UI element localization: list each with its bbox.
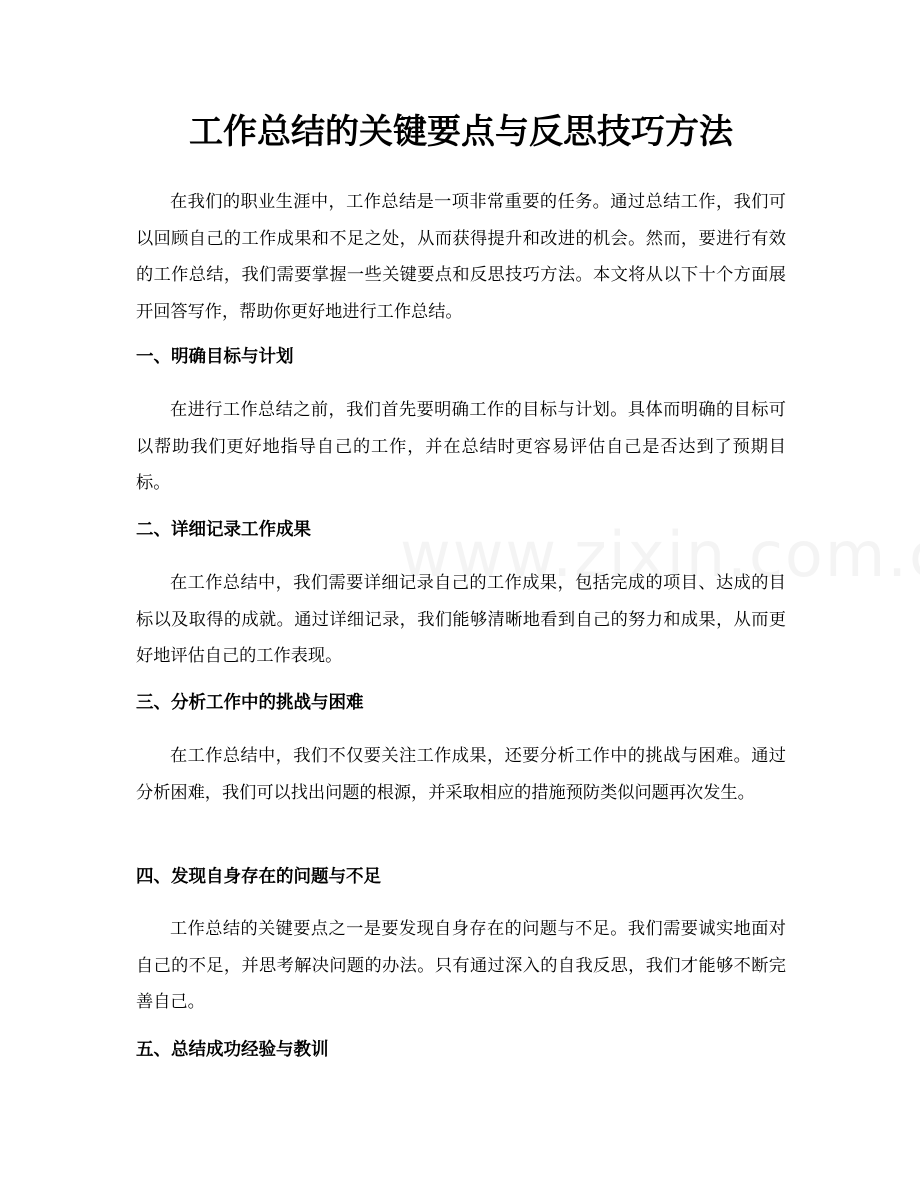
document-title: 工作总结的关键要点与反思技巧方法 (189, 112, 733, 152)
section-heading-1: 一、明确目标与计划 (136, 347, 294, 367)
section-body-2: 在工作总结中，我们需要详细记录自己的工作成果，包括完成的项目、达成的目标以及取得的成就。通过详细记录，我们能够清晰地看到自己的努力和成果，从而更好地评估自己的工作表现。 (136, 573, 786, 666)
section-body-4: 工作总结的关键要点之一是要发现自身存在的问题与不足。我们需要诚实地面对自己的不足，并思考解决问题的办法。只有通过深入的自我反思，我们才能够不断完善自己。 (136, 919, 786, 1012)
section-body-3: 在工作总结中，我们不仅要关注工作成果，还要分析工作中的挑战与困难。通过分析困难，我们可以找出问题的根源，并采取相应的措施预防类似问题再次发生。 (136, 746, 786, 803)
intro-paragraph: 在我们的职业生涯中，工作总结是一项非常重要的任务。通过总结工作，我们可以回顾自己的工作成果和不足之处，从而获得提升和改进的机会。然而，要进行有效的工作总结，我们需要掌握一些关键要点和反思技巧方法。本文将从以下十个方面展开回答写作，帮助你更好地进行工作总结。 (136, 192, 786, 322)
section-heading-5: 五、总结成功经验与教训 (136, 1040, 329, 1060)
section-body-1: 在进行工作总结之前，我们首先要明确工作的目标与计划。具体而明确的目标可以帮助我们更好地指导自己的工作，并在总结时更容易评估自己是否达到了预期目标。 (136, 400, 786, 493)
section-heading-4: 四、发现自身存在的问题与不足 (136, 867, 381, 887)
section-heading-2: 二、详细记录工作成果 (136, 520, 311, 540)
section-heading-3: 三、分析工作中的挑战与困难 (136, 693, 364, 713)
